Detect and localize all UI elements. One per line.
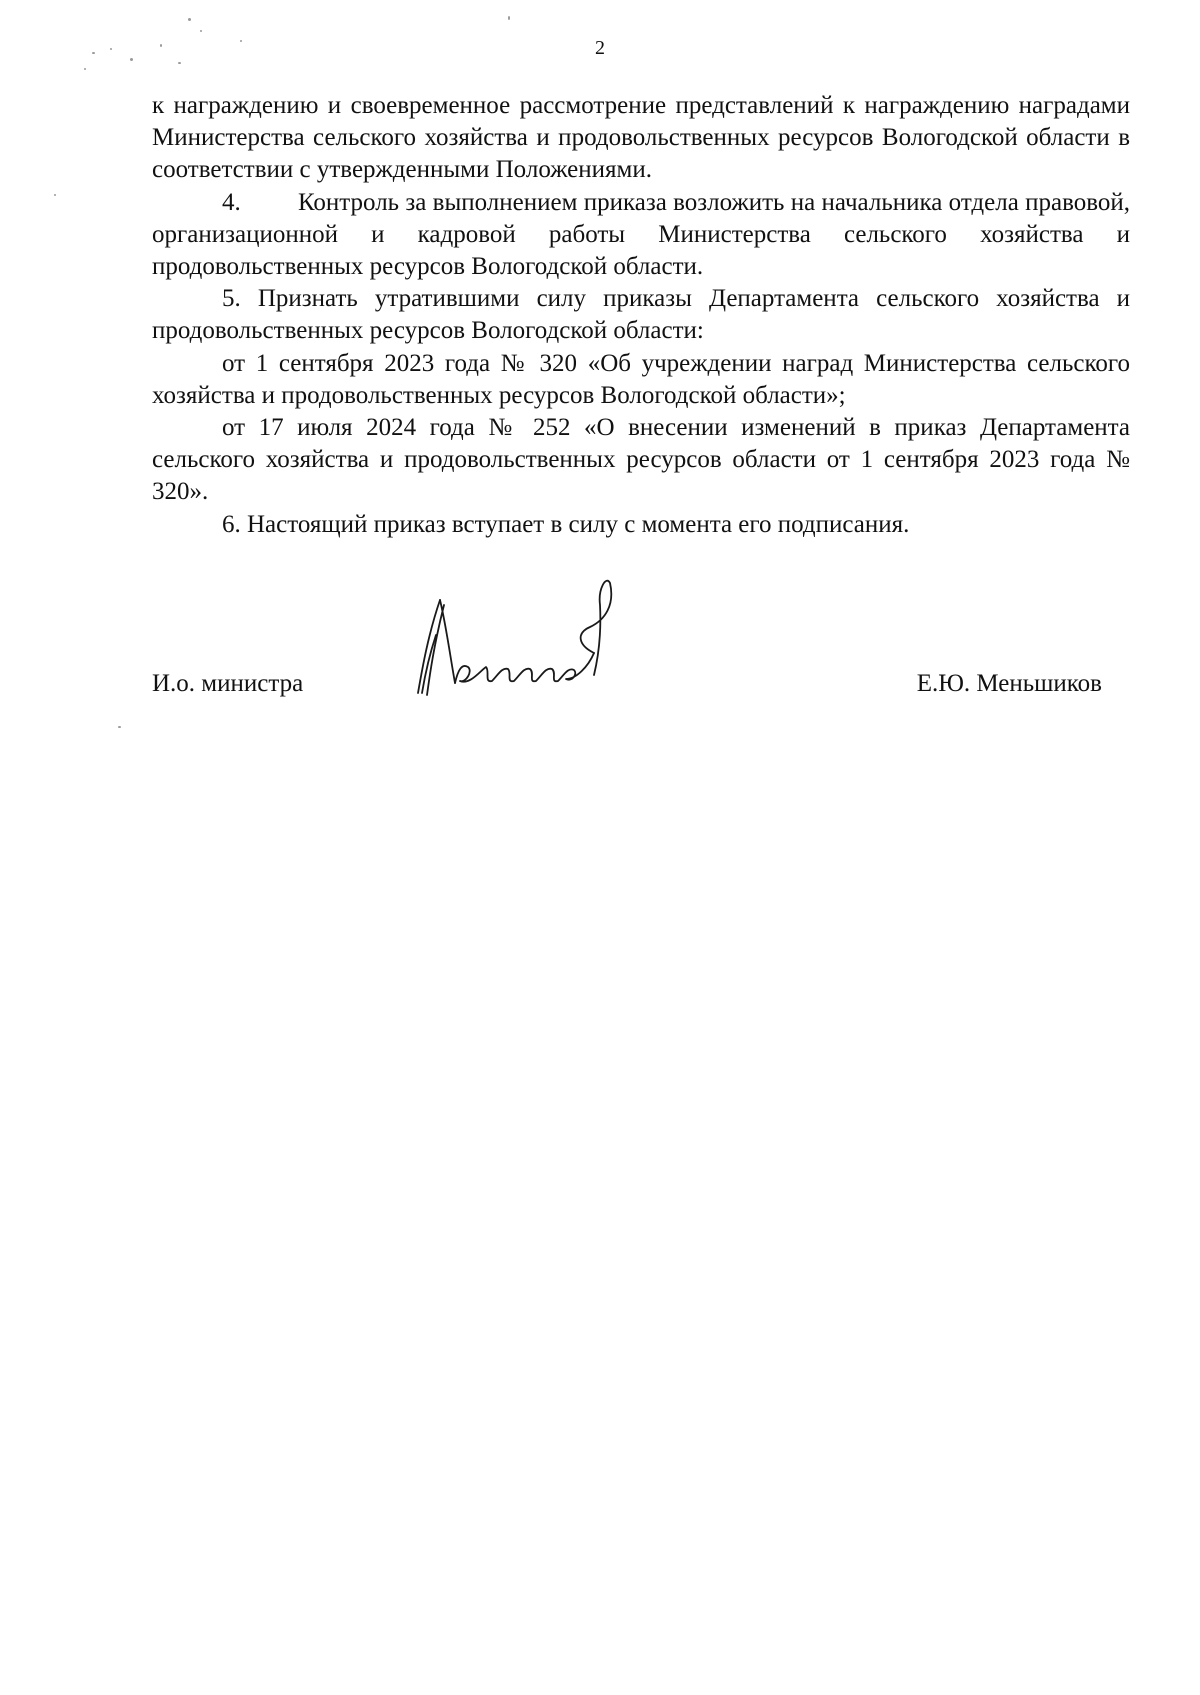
page-number: 2 <box>595 37 605 59</box>
scan-speck <box>118 726 121 728</box>
paragraph-4-control <box>152 187 1130 284</box>
signature-row <box>152 668 1102 708</box>
paragraph-awards-continuation: к награждению и своевременное рассмотрение представлений к награждению наградами Министерства сельского хозяйства и продовольственных ресурсов Вологодской области в соответствии с утвержденными Положениями. <box>152 92 1130 184</box>
paragraph-5-repeal: 5. Признать утратившими силу приказы Департамента сельского хозяйства и продовольственных ресурсов Вологодской области: <box>152 285 1130 345</box>
scan-speck <box>178 62 181 64</box>
paragraph-6-effective-date: 6. Настоящий приказ вступает в силу с момента его подписания. <box>222 510 910 538</box>
signatory-title: И.о. министра <box>152 670 304 697</box>
scan-speck <box>508 16 510 20</box>
scan-speck <box>200 30 202 32</box>
repealed-order-320: от 1 сентября 2023 года № 320 «Об учреждении наград Министерства сельского хозяйства и продовольственных ресурсов Вологодской области»; <box>152 349 1130 409</box>
repealed-order-252: от 17 июля 2024 года № 252 «О внесении изменений в приказ Департамента сельского хозяйства и продовольственных ресурсов области от 1 сентября 2023 года № 320». <box>152 414 1130 506</box>
scan-speck <box>54 194 56 196</box>
signatory-name: Е.Ю. Меньшиков <box>916 670 1102 697</box>
paragraph-text: Контроль за выполнением приказа возложить на начальника отдела правовой, организационной и кадровой работы Министерства сельского хозяйства и продовольственных ресурсов Вологодской области. <box>152 188 1130 281</box>
scan-speck <box>188 18 191 21</box>
paragraph-number: 4. <box>222 188 241 216</box>
scan-speck <box>84 68 86 70</box>
order-text <box>152 90 1130 541</box>
